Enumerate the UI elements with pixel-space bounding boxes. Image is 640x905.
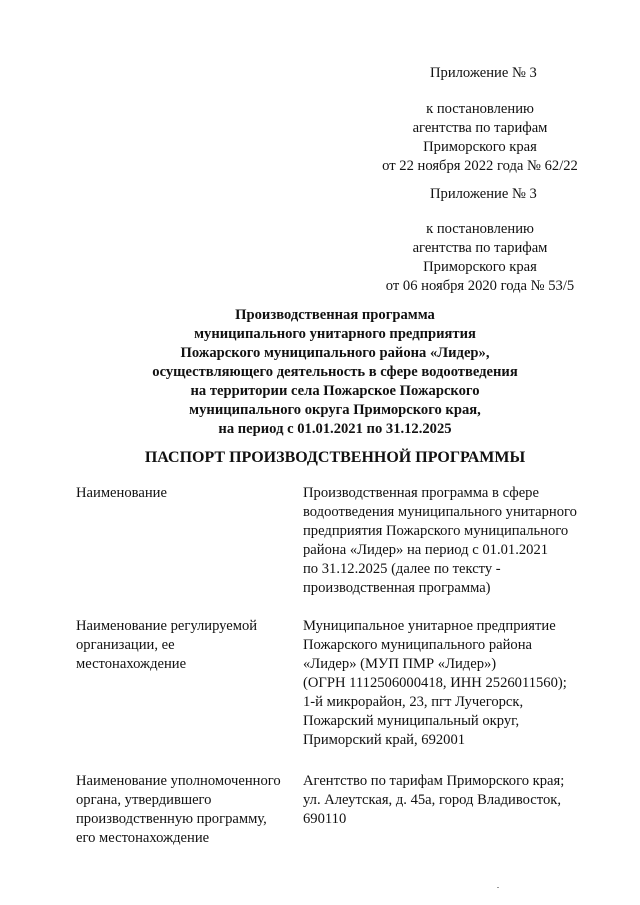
value-line: Пожарского муниципального района	[303, 637, 532, 653]
decree-line: Приморского края	[423, 139, 537, 155]
appendix-label-2: Приложение № 3	[430, 186, 537, 202]
label-line: его местонахождение	[76, 830, 210, 846]
value-line: Муниципальное унитарное предприятие	[303, 618, 556, 634]
decree-line: от 22 ноября 2022 года № 62/22	[382, 158, 578, 174]
document-title	[60, 306, 610, 439]
row-label	[76, 484, 291, 503]
label-line: местонахождение	[76, 656, 187, 672]
decree-reference-1	[360, 100, 600, 176]
label-line: производственную программу,	[76, 811, 267, 827]
title-line: на территории села Пожарское Пожарского	[190, 383, 480, 399]
value-line: Производственная программа в сфере	[303, 485, 539, 501]
decree-line: агентства по тарифам	[412, 120, 548, 136]
row-label	[76, 617, 291, 674]
label-line: организации, ее	[76, 637, 175, 653]
value-line: 1-й микрорайон, 23, пгт Лучегорск,	[303, 694, 524, 710]
row-value	[303, 772, 603, 829]
label-line: органа, утвердившего	[76, 792, 212, 808]
decree-line: Приморского края	[423, 259, 537, 275]
decree-line: от 06 ноября 2020 года № 53/5	[385, 278, 575, 294]
title-line: муниципального округа Приморского края,	[189, 402, 481, 418]
label-line: Наименование	[76, 485, 167, 501]
decree-line: агентства по тарифам	[412, 240, 548, 256]
title-line: муниципального унитарного предприятия	[194, 326, 476, 342]
value-line: водоотведения муниципального унитарного	[303, 504, 577, 520]
row-value	[303, 484, 603, 598]
value-line: Агентство по тарифам Приморского края;	[303, 773, 565, 789]
value-line: (ОГРН 1112506000418, ИНН 2526011560);	[303, 675, 567, 691]
title-line: осуществляющего деятельность в сфере водоотведения	[152, 364, 518, 380]
value-line: Приморский край, 692001	[303, 732, 466, 748]
decree-line: к постановлению	[426, 101, 534, 117]
title-line: Производственная программа	[235, 307, 435, 323]
title-line: на период с 01.01.2021 по 31.12.2025	[218, 421, 452, 437]
value-line: предприятия Пожарского муниципального	[303, 523, 569, 539]
value-line: «Лидер» (МУП ПМР «Лидер»)	[303, 656, 497, 672]
value-line: ул. Алеутская, д. 45а, город Владивосток,	[303, 792, 561, 808]
value-line: 690110	[303, 811, 347, 827]
label-line: Наименование регулируемой	[76, 618, 258, 634]
scan-speck	[497, 887, 499, 888]
value-line: по 31.12.2025 (далее по тексту -	[303, 561, 501, 577]
passport-heading: ПАСПОРТ ПРОИЗВОДСТВЕННОЙ ПРОГРАММЫ	[144, 449, 526, 466]
value-line: района «Лидер» на период с 01.01.2021	[303, 542, 549, 558]
value-line: производственная программа)	[303, 580, 491, 596]
row-label	[76, 772, 291, 848]
row-value	[303, 617, 603, 750]
appendix-label-1: Приложение № 3	[430, 65, 537, 81]
title-line: Пожарского муниципального района «Лидер»,	[180, 345, 490, 361]
decree-reference-2	[358, 220, 602, 296]
value-line: Пожарский муниципальный округ,	[303, 713, 520, 729]
decree-line: к постановлению	[426, 221, 534, 237]
label-line: Наименование уполномоченного	[76, 773, 281, 789]
